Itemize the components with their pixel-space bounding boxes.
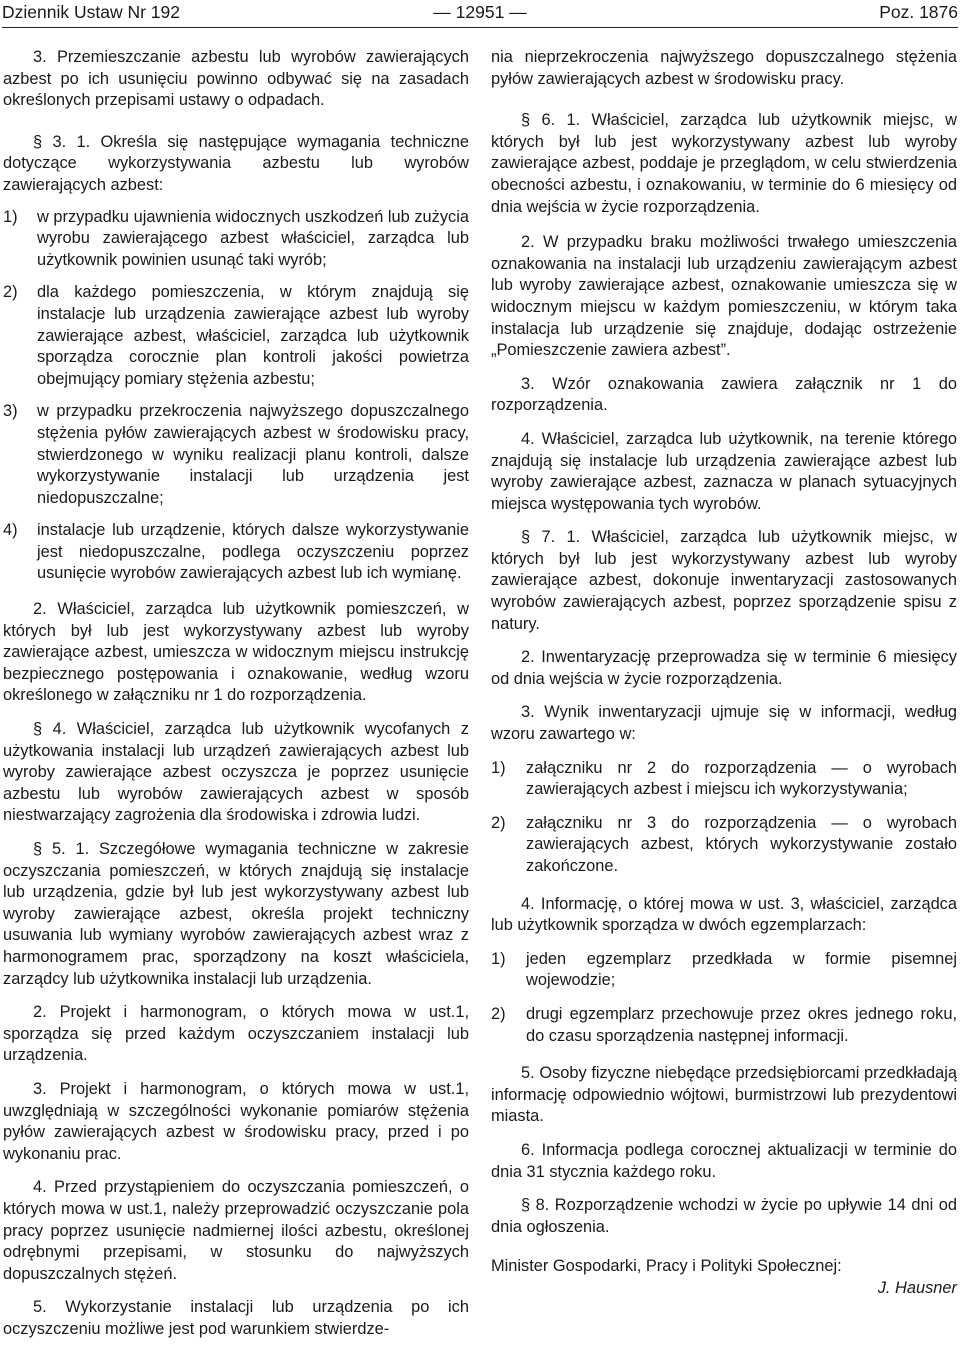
paragraph-s5-4: 4. Przed przystąpieniem do oczyszczania pomieszczeń, o których mowa w ust.1, należy przeprowadzić oczyszczanie pola pracy poprzez usunięcie nadmiernej ilości azbestu, określonej odrębnymi przepisami, w stosunku do najwyższych dopuszczalnych stężeń.: [3, 1178, 469, 1283]
list-item-text: dla każdego pomieszczenia, w którym znajdują się instalacje lub urządzenia zawierające azbest lub wyroby zawierające azbest, właściciel, zarządca lub użytkownik sporządza corocznie plan kontroli jakości powietrza obejmujący pomiary stężenia azbestu;: [37, 283, 469, 388]
journal-title: Dziennik Ustaw Nr 192: [2, 2, 180, 22]
paragraph-s5-2: 2. Projekt i harmonogram, o których mowa w ust.1, sporządza się przed każdym oczyszczaniem instalacji lub urządzenia.: [3, 1003, 469, 1065]
list-item: [491, 813, 957, 878]
list-item-number: 1): [491, 949, 506, 968]
signature: J. Hausner: [877, 1278, 957, 1297]
paragraph-continuation: nia nieprzekroczenia najwyższego dopuszczalnego stężenia pyłów zawierających azbest w środowisku pracy.: [491, 48, 957, 88]
paragraph-s3-2: 2. Właściciel, zarządca lub użytkownik pomieszczeń, w których był lub jest wykorzystywany azbest lub wyroby zawierające azbest, umieszcza w widocznym miejscu instrukcję bezpiecznego postępowania i oznakowanie, według wzoru określonego w załączniku nr 1 do rozporządzenia.: [3, 600, 469, 705]
paragraph-s4: § 4. Właściciel, zarządca lub użytkownik wycofanych z użytkowania instalacji lub urządzeń zawierających azbest lub wyroby zawierające azbest oczyszcza je poprzez usunięcie azbestu lub wyrobów zawierających azbest w sposób niestwarzający zagrożenia dla środowiska i zdrowia ludzi.: [3, 720, 469, 825]
right-column: [491, 47, 957, 1300]
list-item: [3, 520, 469, 585]
left-column: [3, 47, 469, 1340]
list-item-number: 2): [491, 1004, 506, 1023]
list-item-number: 1): [491, 758, 506, 777]
paragraph-s7-5: 5. Osoby fizyczne niebędące przedsiębiorcami przedkładają informację odpowiednio wójtowi, burmistrzowi lub prezydentowi miasta.: [491, 1064, 957, 1126]
paragraph-s6-2: 2. W przypadku braku możliwości trwałego umieszczenia oznakowania na instalacji lub urządzeniu zawierającym azbest lub wyroby zawierające azbest, oznakowanie umieszcza się w widocznym miejscu w każdym pomieszczeniu, w którym taka instalacja lub urządzenie się znajduje, dodając ostrzeżenie „Pomieszczenie zawiera azbest”.: [491, 233, 957, 360]
paragraph-s7-2: 2. Inwentaryzację przeprowadza się w terminie 6 miesięcy od dnia wejścia w życie rozporządzenia.: [491, 648, 957, 688]
list-item: [491, 949, 957, 992]
list-item-text: drugi egzemplarz przechowuje przez okres jednego roku, do czasu sporządzenia następnej informacji.: [526, 1004, 957, 1045]
list-item-number: 4): [3, 521, 18, 540]
paragraph-s2-3: 3. Przemieszczanie azbestu lub wyrobów zawierających azbest po ich usunięciu powinno odbywać się na zasadach określonych przepisami ustawy o odpadach.: [3, 48, 469, 110]
list-item: [491, 1004, 957, 1047]
paragraph-s6-3: 3. Wzór oznakowania zawiera załącznik nr 1 do rozporządzenia.: [491, 374, 957, 415]
paragraph-s8: § 8. Rozporządzenie wchodzi w życie po upływie 14 dni od dnia ogłoszenia.: [491, 1196, 957, 1236]
paragraph-s6-1: § 6. 1. Właściciel, zarządca lub użytkownik miejsc, w których był lub jest wykorzystywany azbest lub wyroby zawierające azbest, poddaje je przeglądom, w celu stwierdzenia obecności azbestu, i oznakowaniu, w terminie do 6 miesięcy od dnia wejścia w życie rozporządzenia.: [491, 111, 957, 216]
list-item-text: w przypadku ujawnienia widocznych uszkodzeń lub zużycia wyrobu zawierającego azbest właściciel, zarządca lub użytkownik powinien usunąć taki wyrób;: [37, 207, 469, 269]
paragraph-s7-4: 4. Informację, o której mowa w ust. 3, właściciel, zarządca lub użytkownik sporządza w dwóch egzemplarzach:: [491, 894, 957, 935]
minister-title: Minister Gospodarki, Pracy i Polityki Społecznej:: [491, 1257, 842, 1276]
paragraph-s5-1: § 5. 1. Szczegółowe wymagania techniczne w zakresie oczyszczania pomieszczeń, w których znajdują się instalacje lub urządzenia, gdzie był lub jest wykorzystywany azbest lub wyroby zawierające azbest, określa projekt techniczny usuwania lub wymiany wyrobów zawierających azbest wraz z harmonogramem prac, sporządzony na koszt właściciela, zarządcy lub użytkownika instalacji lub urządzenia.: [3, 840, 469, 988]
list-item: [3, 401, 469, 509]
list-item: [3, 282, 469, 390]
list-item-text: załączniku nr 3 do rozporządzenia — o wyrobach zawierających azbest, których wykorzystywanie zostało zakończone.: [526, 813, 957, 875]
list-item: [491, 758, 957, 801]
list-item-number: 2): [3, 283, 18, 302]
list-item-text: jeden egzemplarz przedkłada w formie pisemnej wojewodzie;: [526, 949, 957, 990]
paragraph-s6-4: 4. Właściciel, zarządca lub użytkownik, na terenie którego znajdują się instalacje lub urządzenia zawierające azbest lub wyroby zawierające azbest, zaznacza w planach sytuacyjnych miejsca występowania tych wyrobów.: [491, 429, 957, 513]
list-item-text: w przypadku przekroczenia najwyższego dopuszczalnego stężenia pyłów zawierających azbest w środowisku pracy, stwierdzonego w wyniku realizacji planu kontroli, dalsze wykorzystywanie instalacji lub urządzenia jest niedopuszczalne;: [37, 402, 469, 507]
paragraph-s5-3: 3. Projekt i harmonogram, o których mowa w ust.1, uwzględniają w szczególności wykonanie pomiarów stężenia pyłów zawierających azbest w środowisku pracy, przed i po wykonaniu prac.: [3, 1079, 469, 1163]
list-item-text: instalacje lub urządzenie, których dalsze wykorzystywanie jest niedopuszczalne, podlega oczyszczeniu poprzez usunięcie wyrobów zawierających azbest lub ich wymianę.: [37, 521, 469, 583]
page-number: — 12951 —: [433, 2, 527, 22]
list-item-number: 1): [3, 207, 18, 226]
paragraph-s5-5: 5. Wykorzystanie instalacji lub urządzenia po ich oczyszczeniu możliwe jest pod warunkiem stwierdze-: [3, 1298, 469, 1338]
position-number: Poz. 1876: [879, 2, 958, 22]
list-item-text: załączniku nr 2 do rozporządzenia — o wyrobach zawierających azbest i miejscu ich wykorzystywania;: [526, 758, 957, 799]
page-header: [2, 0, 958, 28]
list-item-number: 3): [3, 402, 18, 421]
header-rule: [2, 27, 958, 28]
list-item: [3, 207, 469, 272]
paragraph-s7-3: 3. Wynik inwentaryzacji ujmuje się w informacji, według wzoru zawartego w:: [491, 703, 957, 744]
paragraph-s7-1: § 7. 1. Właściciel, zarządca lub użytkownik miejsc, w których był lub jest wykorzystywany azbest lub wyroby zawierające azbest, dokonuje inwentaryzacji zastosowanych wyrobów zawierających azbest, poprzez sporządzenie spisu z natury.: [491, 528, 957, 633]
paragraph-s7-6: 6. Informacja podlega corocznej aktualizacji w terminie do dnia 31 stycznia każdego roku.: [491, 1140, 957, 1181]
list-item-number: 2): [491, 813, 506, 832]
paragraph-s3-intro: § 3. 1. Określa się następujące wymagania techniczne dotyczące wykorzystywania azbestu lub wyrobów zawierających azbest:: [3, 132, 469, 194]
